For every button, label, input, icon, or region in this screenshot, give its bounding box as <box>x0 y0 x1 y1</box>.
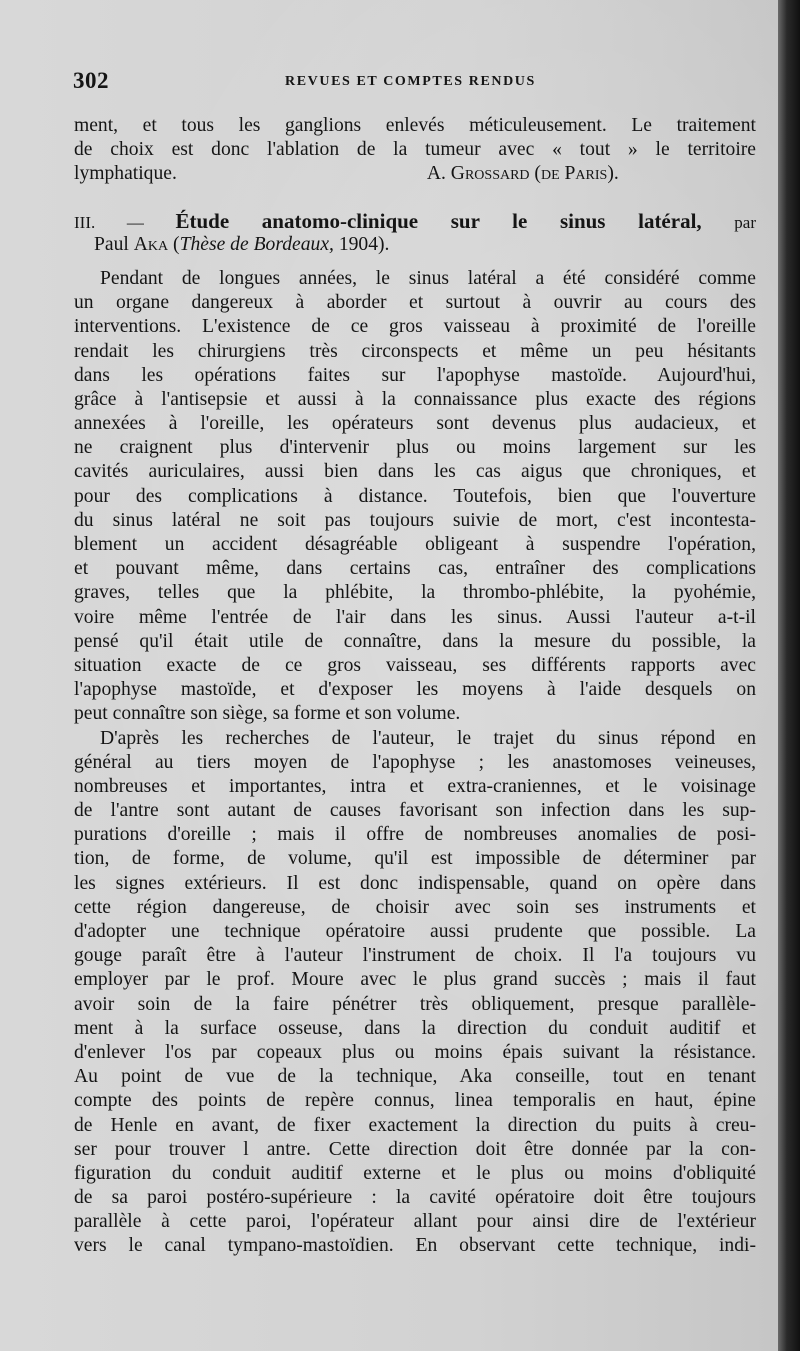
text-line: de Henle en avant, de fixer exactement la direction du puits à creu- <box>74 1114 756 1136</box>
page-edge-shadow <box>778 0 800 1351</box>
text-line: nombreuses et importantes, intra et extra-craniennes, et le voisinage <box>74 775 756 797</box>
author-line <box>74 233 756 257</box>
running-head: REVUES ET COMPTES RENDUS <box>285 74 536 89</box>
text-line: l'apophyse mastoïde, et d'exposer les moyens à l'aide desquels on <box>74 679 756 701</box>
body-text <box>74 114 756 1259</box>
text-line: et pouvant même, dans certains cas, entraîner des complications <box>74 558 756 580</box>
text-line: parallèle à cette paroi, l'opérateur allant pour ainsi dire de l'extérieur <box>74 1211 756 1233</box>
text-line: pour des complications à distance. Toutefois, bien que l'ouverture <box>74 485 756 507</box>
heading-title: Étude anatomo-clinique sur le sinus latéral, <box>175 208 702 233</box>
text-line: cavités auriculaires, aussi bien dans les cas aigus que chroniques, et <box>74 461 756 483</box>
page-header <box>73 68 753 98</box>
article-heading <box>74 209 756 233</box>
text-line: Au point de vue de la technique, Aka conseille, tout en tenant <box>74 1066 756 1088</box>
text-line: purations d'oreille ; mais il offre de nombreuses anomalies de posi- <box>74 824 756 846</box>
text-line: dans les opérations faites sur l'apophyse mastoïde. Aujourd'hui, <box>74 364 756 386</box>
text-line: un organe dangereux à aborder et surtout à ouvrir au cours des <box>74 292 756 314</box>
text-line: D'après les recherches de l'auteur, le trajet du sinus répond en <box>100 727 756 749</box>
text-line: d'enlever l'os par copeaux plus ou moins épais suivant la résistance. <box>74 1041 756 1063</box>
text-line: situation exacte de ce gros vaisseau, ses différents rapports avec <box>74 654 756 676</box>
text-line: figuration du conduit auditif externe et le plus ou moins d'obliquité <box>74 1162 756 1184</box>
text-line: Pendant de longues années, le sinus latéral a été considéré comme <box>100 267 756 289</box>
page-number: 302 <box>73 68 109 93</box>
heading-by: par <box>734 212 757 232</box>
text-line: ment à la surface osseuse, dans la direction du conduit auditif et <box>74 1017 756 1039</box>
heading-number: III. — <box>74 212 176 232</box>
text-line: pensé qu'il était utile de connaître, dans la mesure du possible, la <box>74 630 756 652</box>
text-line: graves, telles que la phlébite, la thrombo-phlébite, la pyohémie, <box>74 582 756 604</box>
text-line: rendait les chirurgiens très circonspects et même un peu hésitants <box>74 340 756 362</box>
source-open: ( <box>173 233 180 255</box>
text-line: interventions. L'existence de ce gros vaisseau à proximité de l'oreille <box>74 316 756 338</box>
signature-line <box>74 162 756 186</box>
text-line: voire même l'entrée de l'air dans les sinus. Aussi l'auteur a-t-il <box>74 606 756 628</box>
review-signature: A. Grossard (de Paris). <box>426 163 619 185</box>
text-line: ment, et tous les ganglions enlevés méticuleusement. Le traitement <box>74 115 756 136</box>
text-line: avoir soin de la faire pénétrer très obliquement, presque parallèle- <box>74 993 756 1015</box>
text-line: les signes extérieurs. Il est donc indispensable, quand on opère dans <box>74 872 756 894</box>
text-line: d'adopter une technique opératoire aussi prudente que possible. La <box>74 921 756 942</box>
text-line: gouge paraît être à l'auteur l'instrument de choix. Il l'a toujours vu <box>74 945 756 967</box>
source-title: Thèse de Bordeaux, <box>179 233 334 255</box>
text-line: cette région dangereuse, de choisir avec soin ses instruments et <box>74 896 756 918</box>
text-line: peut connaître son siège, sa forme et son volume. <box>74 703 461 725</box>
text-line: compte des points de repère connus, linea temporalis en haut, épine <box>74 1090 756 1112</box>
source-close: 1904). <box>333 233 390 255</box>
author-first-name: Paul <box>94 233 129 255</box>
text-line: annexées à l'oreille, les opérateurs sont devenus plus audacieux, et <box>74 413 756 435</box>
text-line: du sinus latéral ne soit pas toujours suivie de mort, c'est incontesta- <box>74 509 756 531</box>
text-line: vers le canal tympano-mastoïdien. En observant cette technique, indi- <box>74 1235 756 1257</box>
text-line: tion, de forme, de volume, qu'il est impossible de déterminer par <box>74 848 756 870</box>
text-line: blement un accident désagréable obligeant à suspendre l'opération, <box>74 534 756 555</box>
paragraph-gap <box>74 257 756 267</box>
text-fragment: lymphatique. <box>74 163 177 185</box>
text-line: ser pour trouver l antre. Cette direction doit être donnée par la con- <box>74 1138 756 1160</box>
text-line: employer par le prof. Moure avec le plus grand succès ; mais il faut <box>74 969 756 991</box>
text-line: de choix est donc l'ablation de la tumeur avec « tout » le territoire <box>74 139 756 161</box>
text-line: de l'antre sont autant de causes favorisant son infection dans les sup- <box>74 800 756 822</box>
text-line: ne craignent plus d'intervenir plus ou moins largement sur les <box>74 437 756 459</box>
text-line: de sa paroi postéro-supérieure : la cavité opératoire doit être toujours <box>74 1187 756 1209</box>
text-line: général au tiers moyen de l'apophyse ; les anastomoses veineuses, <box>74 751 756 773</box>
section-gap <box>74 187 756 209</box>
author-last-name: Aka <box>133 233 169 255</box>
text-line: grâce à l'antisepsie et aussi à la connaissance plus exacte des régions <box>74 388 756 410</box>
